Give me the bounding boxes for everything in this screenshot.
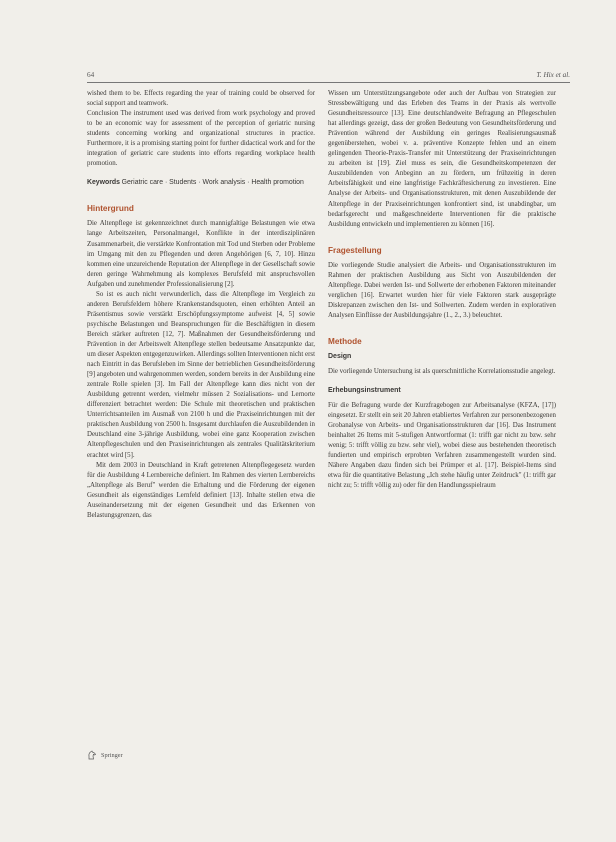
abstract-results-tail: wished them to be. Effects regarding the year of training could be observed for social support and teamwork.	[87, 90, 315, 108]
design-paragraph: Die vorliegende Untersuchung ist als querschnittliche Korrelationsstudie angelegt.	[328, 367, 556, 375]
right-column	[328, 89, 556, 491]
left-column	[87, 89, 315, 521]
fragestellung-paragraph: Die vorliegende Studie analysiert die Arbeits- und Organisationsstrukturen im Rahmen der praktischen Ausbildung aus Sicht von Auszubildenden der Altenpflege. Dabei werden Ist- und Sollwerte der erhobenen Faktoren miteinander verglichen [16]. Erwartet wurden hier für viele Faktoren stark ausgeprägte Diskrepanzen zwischen den Ist- und Sollwerten. Zudem werden in explorativen Analysen Einflüsse der Ausbildungsjahre (1., 2., 3.) beleuchtet.	[328, 261, 556, 319]
keywords-label: Keywords	[87, 179, 120, 187]
running-header-author: T. Hix et al.	[536, 71, 570, 79]
page-number: 64	[87, 71, 95, 79]
subsection-heading-design: Design	[328, 352, 352, 360]
section-heading-methode: Methode	[328, 336, 362, 346]
section-heading-hintergrund: Hintergrund	[87, 204, 134, 214]
erhebungsinstrument-paragraph: Für die Befragung wurde der Kurzfragebogen zur Arbeitsanalyse (KFZA, [17]) eingesetzt. Er stellt ein seit 20 Jahren etabliertes Verfahren zur personenbezogenen Grobanalyse von Arbeits- und Organisationsstrukturen dar [16]. Das Instrument beinhaltet 26 Items mit 5-stufigen Antwortformat (1: trifft gar nicht zu bzw. sehr wenig; 5: trifft völlig zu bzw. sehr viel), wobei diese aus bestehenden theoretisch fundierten und empirisch erprobten Verfahren zusammengestellt wurden sind. Nähere Angaben dazu finden sich bei Prümper et al. [17]. Beispiel-Items sind etwa für die quantitative Belastung „Ich stehe häufig unter Zeitdruck" (1: trifft gar nicht zu; 5: trifft völlig zu) oder für den Handlungsspielraum	[328, 401, 556, 490]
hintergrund-paragraph-1: Die Altenpflege ist gekennzeichnet durch mannigfaltige Belastungen wie etwa lange Arbeitszeiten, Personalmangel, Konflikte in der interdisziplinären Zusammenarbeit, die verstärkte Konfrontation mit Tod und Sterben oder Probleme im Umgang mit den zu Pflegenden und deren Angehörigen [6, 7, 10]. Hinzu kommen eine unzureichende Reputation der Altenpflege in der Gesellschaft sowie deren geringe Wahrnehmung als komplexes Berufsfeld mit anspruchsvollen Aufgaben und zunehmender Professionalisierung [2].	[87, 220, 315, 288]
hintergrund-paragraph-3: Mit dem 2003 in Deutschland in Kraft getretenen Altenpflegegesetz wurden für die Ausbildung 4 Lernbereiche definiert. Im Rahmen des vierten Lernbereichs „Altenpflege als Beruf" werden die Erhaltung und die Förderung der eigenen Gesundheit als eigenständiges Lernfeld definiert [13]. Inhalte stellen etwa die Auseinandersetzung mit der eigenen Gesundheit und das Erkennen von Belastungsgrenzen, das	[87, 461, 315, 519]
hintergrund-continuation: Wissen um Unterstützungsangebote oder auch der Aufbau von Strategien zur Stressbewältigung und das Erleben des Teams in der Praxis als wertvolle Gesundheitsressource [13]. Eine deutschlandweite Befragung an Pflegeschulen hat allerdings gezeigt, dass der großen Bedeutung von Gesundheitsförderung und Prävention während der Ausbildung ein geringes Realisierungsausmaß gegenüberstehen, wobei v. a. präventive Konzepte fehlen und an einem gelingenden Theorie-Praxis-Transfer mit Unterstützung der Praxiseinrichtungen zu arbeiten ist [19]. Ziel muss es sein, die Gesundheitskompetenzen der Auszubildenden von Anbeginn an zu fördern, um frühzeitig in deren Arbeitsfähigkeit und eine langfristige Fachkräftesicherung zu investieren. Eine Analyse der Arbeits- und Organisationsstrukturen, mit denen Auszubildende der Altenpflege in der Praxiseinrichtungen konfrontiert sind, ist unabdingbar, um bedarfsgerecht und maßgeschneiderte Interventionen für die praktische Ausbildung entwickeln und implementieren zu können [16].	[328, 90, 556, 228]
subsection-heading-erhebungsinstrument: Erhebungsinstrument	[328, 386, 401, 394]
publisher-logo-text: Springer	[101, 751, 123, 759]
abstract-conclusion: Conclusion The instrument used was derived from work psychology and proved to be an economic way for assessment of the perception of geriatric nursing students concerning working and organizational structures in practice. Furthermore, it is a promising starting point for further didactical work and for the integration of geriatric care students into efforts regarding workplace health promotion.	[87, 110, 315, 168]
header-rule	[87, 82, 570, 83]
keywords-text: Geriatric care · Students · Work analysis · Health promotion	[121, 179, 304, 187]
page-footer	[87, 750, 123, 760]
section-heading-fragestellung: Fragestellung	[328, 245, 382, 255]
keywords	[87, 178, 315, 188]
springer-horse-icon	[87, 750, 97, 760]
hintergrund-paragraph-2: So ist es auch nicht verwunderlich, dass die Altenpflege im Vergleich zu anderen Berufsfeldern höhere Krankenstandsquoten, einen erhöhten Anteil an Präsentismus sowie verstärkt Erschöpfungssymptome aufweist [4, 5] sowie psychische Belastungen und Beanspruchungen für die Beschäftigten in diesem Bereich stärker auftreten [12, 7]. Maßnahmen der Gesundheitsförderung und Prävention in der Arbeitswelt Altenpflege stellen bedeutsame Ansatzpunkte dar, um dieser Aspekten entgegenzuwirken. Allerdings sollten Interventionen nicht erst nach Eintritt in das Berufsleben im Sinne der betrieblichen Gesundheitsförderung [9] angeboten und wahrgenommen werden, sondern bereits in der Ausbildung eine zentrale Rolle spielen [3]. Im Fall der Altenpflege kann dies nicht von der Ausbildung getrennt werden, vielmehr müssen 2 Sozialisations- und Lernorte differenziert betrachtet werden: Die Schule mit theoretischen und praktischen Unterrichtsanteilen im Ausmaß von 2100 h und die Praxiseinrichtungen mit der praktischen Ausbildung von 2500 h. Insgesamt durchlaufen die Auszubildenden in Deutschland eine 3-jährige Ausbildung, wobei eine ganz Kooperation zwischen Altenpflegeschulen und den Praxiseinrichtungen als zentrales Qualitätskriterium erachtet wird [5].	[87, 290, 315, 459]
